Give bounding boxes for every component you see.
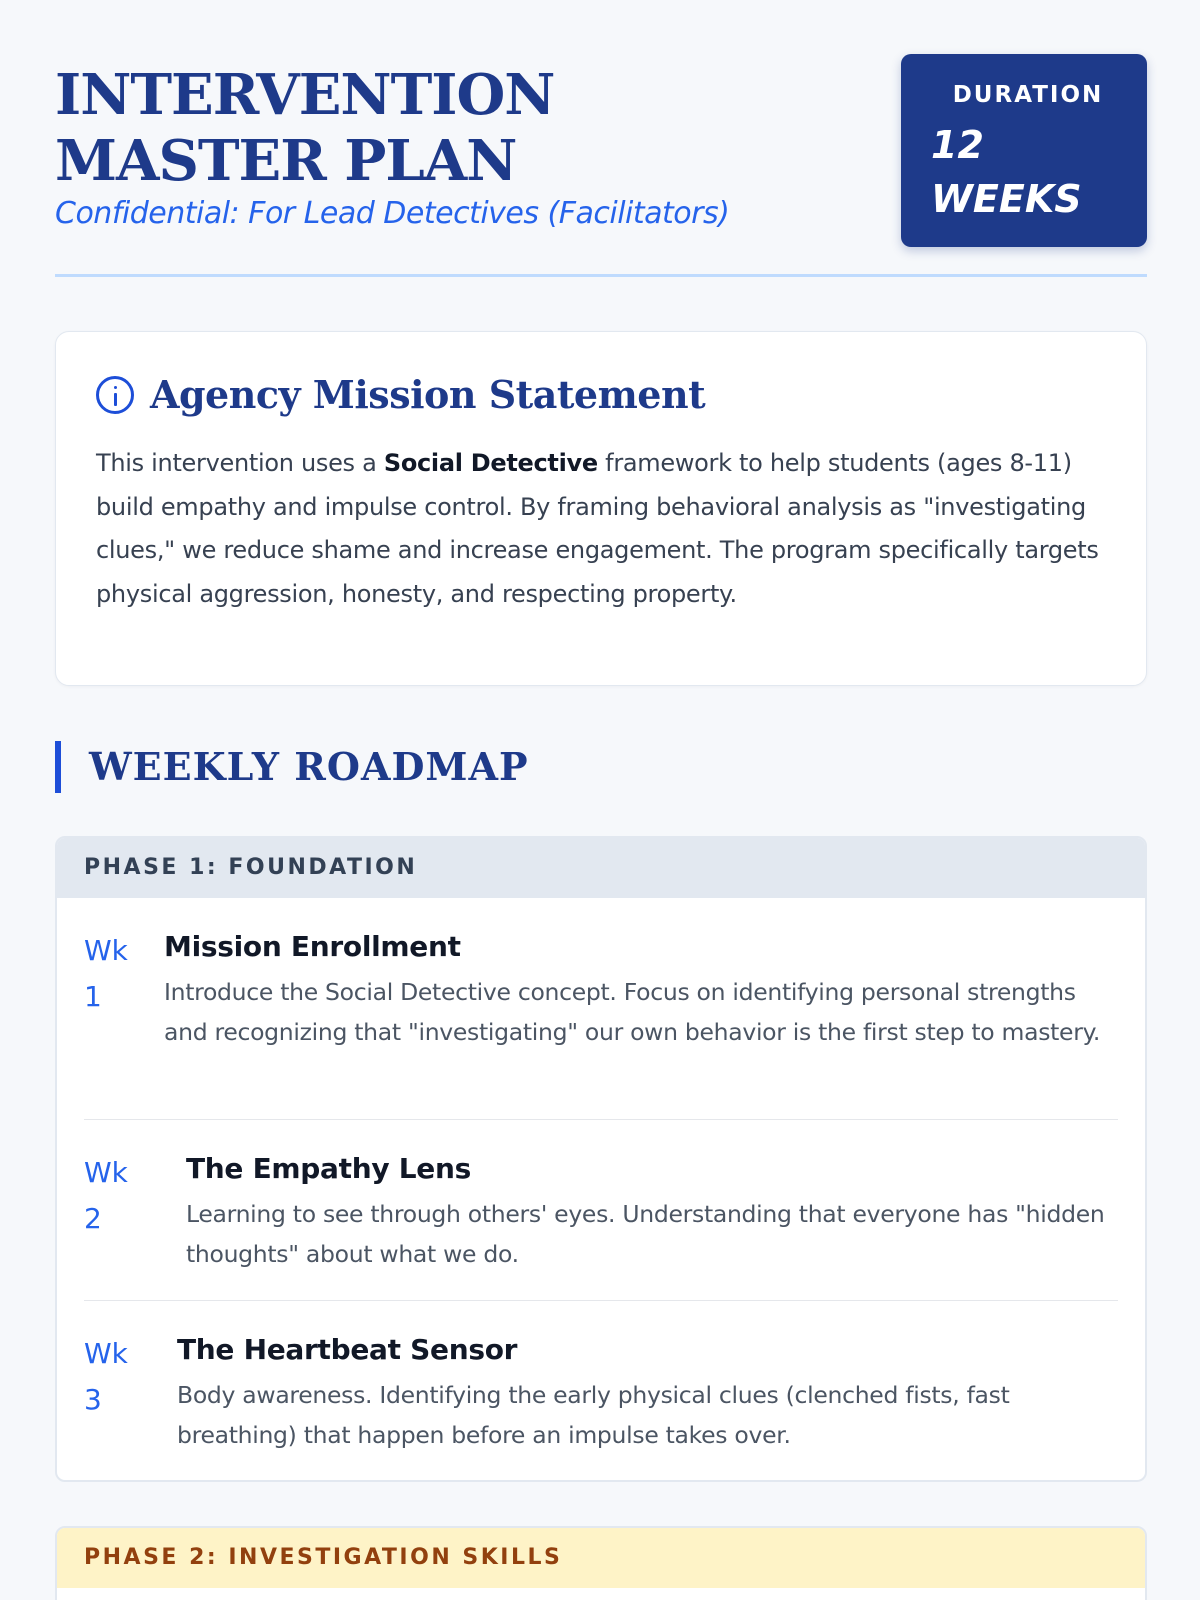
duration-badge [901, 54, 1147, 247]
week-title: Mission Enrollment [164, 930, 461, 963]
mission-title: Agency Mission Statement [150, 372, 706, 417]
page-subtitle: Confidential: For Lead Detectives (Facilitators) [55, 196, 730, 231]
week-label: Wk 3 [84, 1337, 128, 1416]
week-item [84, 898, 1118, 1120]
week-body [186, 1150, 1108, 1274]
mission-header [96, 372, 705, 417]
mission-text-body: framework to help students (ages 8-11) build empathy and impulse control. By framing behavioral analysis as "investigating clues," we reduce shame and increase engagement. The program specifically targets physical aggression, honesty, and respecting property. [96, 449, 1099, 608]
phase-investigation-skills [55, 1526, 1147, 1600]
duration-value: 12 WEEKS [931, 123, 1082, 221]
duration-label: DURATION [952, 82, 1104, 108]
week-description: Learning to see through others' eyes. Understanding that everyone has "hidden thoughts" about what we do. [186, 1200, 1105, 1268]
page-title: INTERVENTION MASTER PLAN [55, 62, 555, 194]
phase-foundation [55, 836, 1147, 1482]
week-title: The Empathy Lens [186, 1152, 471, 1185]
phase-header: PHASE 2: INVESTIGATION SKILLS [57, 1528, 1145, 1588]
mission-text [96, 442, 1106, 616]
week-item [84, 1120, 1118, 1301]
info-circle-icon [96, 376, 134, 414]
mission-text-intro: This intervention uses a [96, 449, 384, 477]
intervention-plan-page [55, 0, 1147, 1570]
phase-header: PHASE 1: FOUNDATION [57, 838, 1145, 898]
week-label: Wk 2 [84, 1156, 128, 1235]
mission-statement-card [55, 331, 1147, 686]
roadmap-heading: WEEKLY ROADMAP [55, 741, 529, 793]
week-item [84, 1301, 1118, 1482]
week-label: Wk 1 [84, 934, 128, 1013]
mission-text-emphasis: Social Detective [383, 449, 598, 477]
week-title: The Heartbeat Sensor [177, 1333, 518, 1366]
week-description: Body awareness. Identifying the early physical clues (clenched fists, fast breathing) that happen before an impulse takes over. [177, 1381, 1010, 1449]
page-header [55, 0, 1147, 277]
week-body [177, 1331, 1108, 1455]
week-description: Introduce the Social Detective concept. Focus on identifying personal strengths and recognizing that "investigating" our own behavior is the first step to mastery. [164, 978, 1101, 1046]
week-body [164, 928, 1108, 1052]
